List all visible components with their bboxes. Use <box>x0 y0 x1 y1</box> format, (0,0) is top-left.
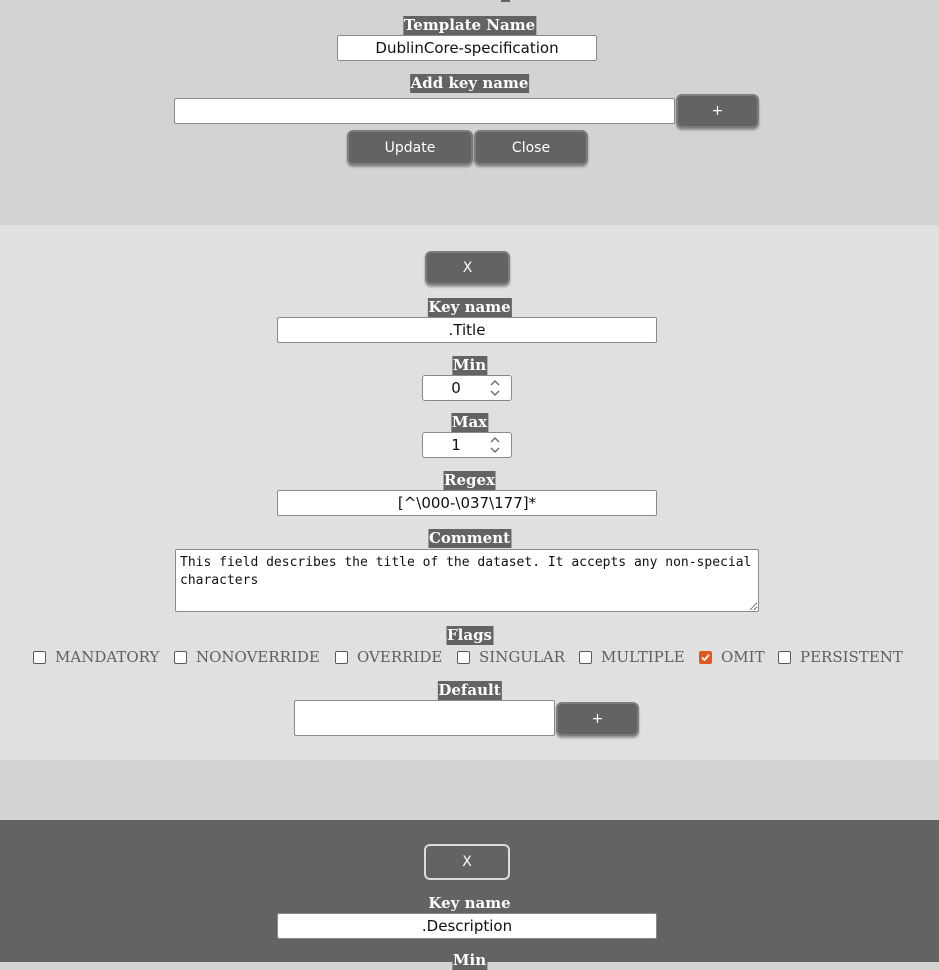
min-label: Min <box>452 951 487 969</box>
checkbox-multiple[interactable] <box>579 651 592 664</box>
remove-key-button[interactable]: X <box>424 844 510 880</box>
spinner-arrows-icon[interactable] <box>489 435 501 455</box>
regex-input[interactable] <box>277 490 657 516</box>
key-name-label: Key name <box>428 894 511 912</box>
flag-omit[interactable] <box>699 647 765 667</box>
checkbox-singular[interactable] <box>457 651 470 664</box>
key-name-label: Key name <box>428 298 511 316</box>
add-key-button[interactable]: + <box>676 94 759 128</box>
checkbox-persistent[interactable] <box>778 651 791 664</box>
comment-label: Comment <box>428 529 511 547</box>
flag-multiple-label: MULTIPLE <box>601 648 685 666</box>
flag-singular-label: SINGULAR <box>479 648 566 666</box>
scroll-edge-marker <box>501 0 510 2</box>
flag-mandatory[interactable] <box>33 647 159 667</box>
max-label: Max <box>451 413 488 431</box>
flag-multiple[interactable] <box>579 647 685 667</box>
min-label: Min <box>452 356 487 374</box>
template-name-label: Template Name <box>403 16 536 34</box>
key-panel-title <box>0 225 939 760</box>
template-header-panel <box>0 0 939 225</box>
flag-omit-label: OMIT <box>721 648 765 666</box>
max-value: 1 <box>451 436 461 454</box>
key-name-input[interactable] <box>277 317 657 343</box>
checkmark-icon <box>699 651 712 664</box>
default-label: Default <box>438 681 501 699</box>
flag-override-label: OVERRIDE <box>357 648 443 666</box>
close-button[interactable]: Close <box>474 130 588 165</box>
spinner-arrows-icon[interactable] <box>489 378 501 398</box>
checkbox-mandatory[interactable] <box>33 651 46 664</box>
flag-nonoverride[interactable] <box>174 647 320 667</box>
add-key-name-label: Add key name <box>410 74 529 92</box>
min-value: 0 <box>451 379 461 397</box>
flag-override[interactable] <box>335 647 442 667</box>
checkbox-override[interactable] <box>335 651 348 664</box>
remove-key-button[interactable]: X <box>425 251 510 285</box>
checkbox-omit[interactable] <box>699 651 712 664</box>
flags-group <box>0 647 939 667</box>
checkbox-nonoverride[interactable] <box>174 651 187 664</box>
flags-label: Flags <box>447 626 492 644</box>
template-name-input[interactable] <box>337 35 597 61</box>
key-panel-description <box>0 820 939 969</box>
panel-separator <box>0 760 939 820</box>
min-stepper[interactable] <box>422 375 512 401</box>
flag-singular[interactable] <box>457 647 565 667</box>
add-default-button[interactable]: + <box>556 702 639 736</box>
update-button[interactable]: Update <box>347 130 473 165</box>
comment-textarea[interactable] <box>175 549 759 612</box>
default-input[interactable] <box>294 700 555 736</box>
flag-persistent-label: PERSISTENT <box>800 648 903 666</box>
flag-nonoverride-label: NONOVERRIDE <box>196 648 320 666</box>
key-name-input[interactable] <box>277 913 657 939</box>
max-stepper[interactable] <box>422 432 512 458</box>
add-key-name-input[interactable] <box>174 98 675 124</box>
flag-persistent[interactable] <box>778 647 903 667</box>
flag-mandatory-label: MANDATORY <box>55 648 160 666</box>
regex-label: Regex <box>444 471 495 489</box>
